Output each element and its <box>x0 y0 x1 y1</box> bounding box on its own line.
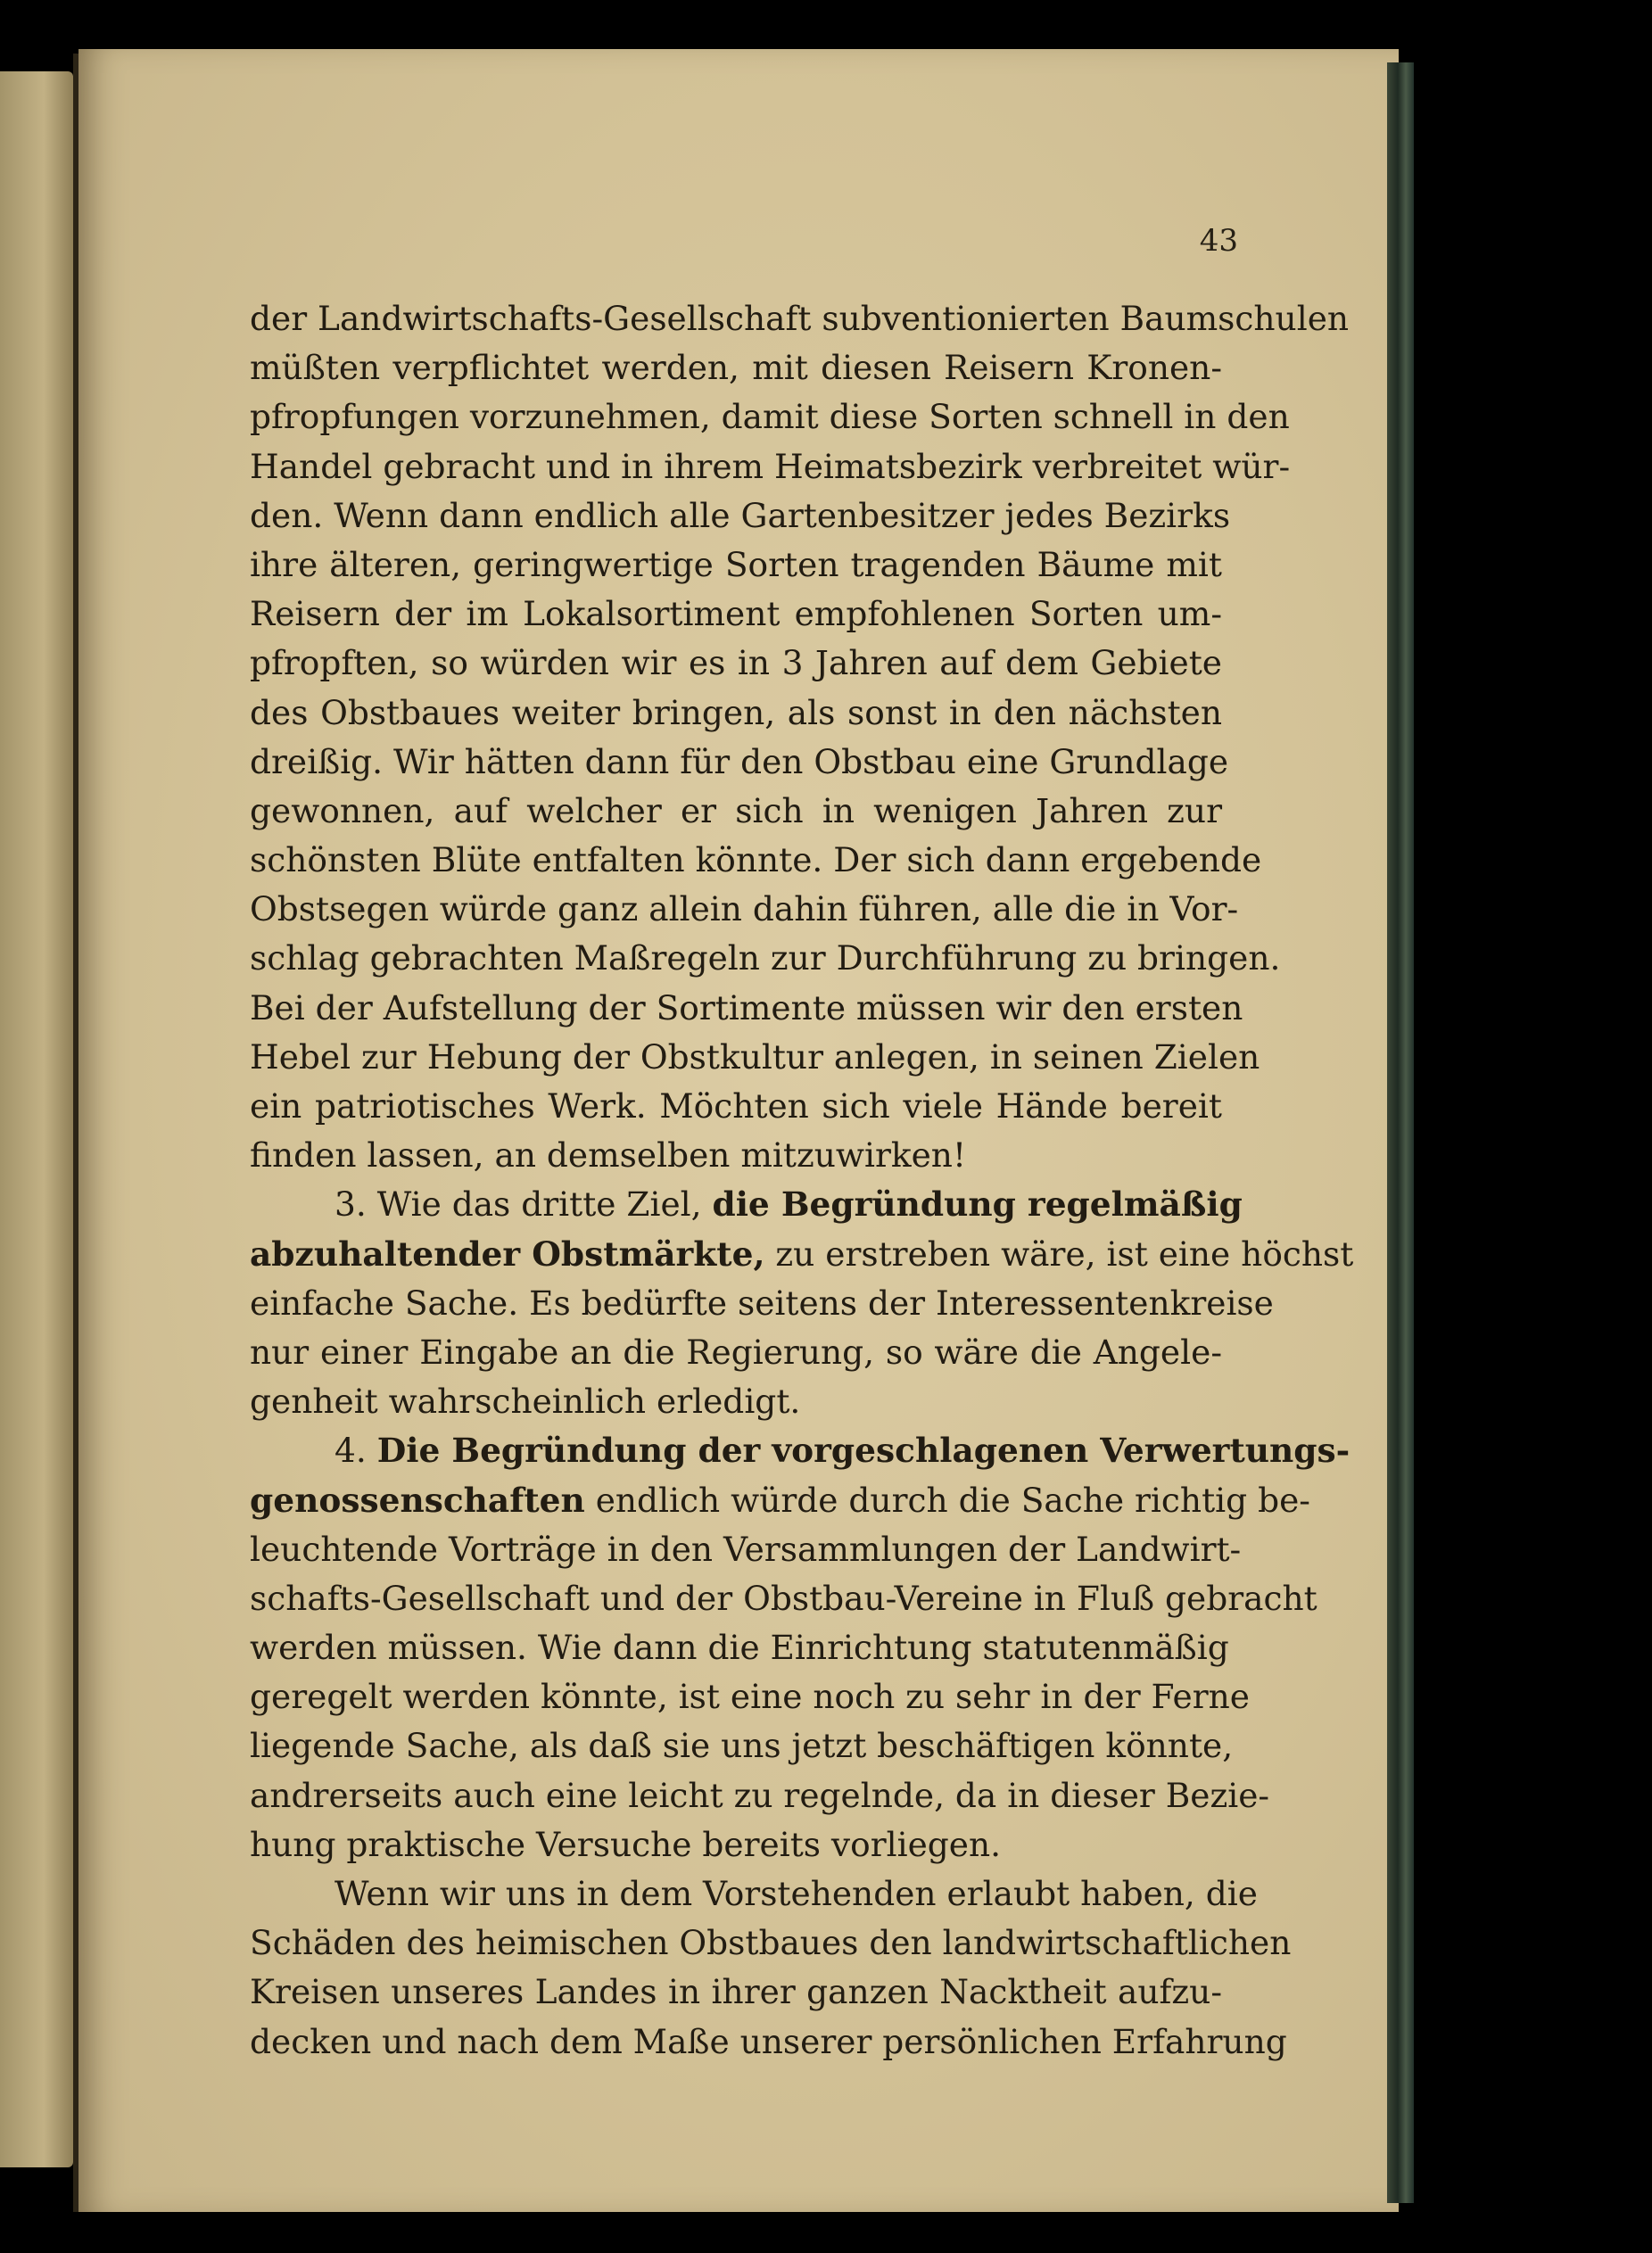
text-line: leuchtende Vorträge in den Versammlungen der Landwirt- <box>250 1529 1242 1569</box>
text-line: Schäden des heimischen Obstbaues den landwirtschaftlichen <box>250 1923 1292 1963</box>
text-line: hung praktische Versuche bereits vorliegen. <box>250 1824 1002 1864</box>
text-line: liegende Sache, als daß sie uns jetzt beschäftigen könnte, <box>250 1726 1234 1766</box>
text-line: ein patriotisches Werk. Möchten sich viele Hände bereit <box>250 1086 1222 1126</box>
text-line: pfropfungen vorzunehmen, damit diese Sorten schnell in den <box>250 397 1290 437</box>
text-line: Bei der Aufstellung der Sortimente müssen wir den ersten <box>250 987 1243 1027</box>
text-run: zu erstreben wäre, ist eine höchst <box>764 1234 1354 1274</box>
text-line: einfache Sache. Es bedürfte seitens der Interessentenkreise <box>250 1283 1274 1323</box>
bold-heading-text: die Begründung regelmäßig <box>712 1184 1243 1225</box>
text-line: ihre älteren, geringwertige Sorten tragenden Bäume mit <box>250 544 1222 584</box>
text-line: dreißig. Wir hätten dann für den Obstbau eine Grundlage <box>250 741 1229 781</box>
text-line: Handel gebracht und in ihrem Heimatsbezirk verbreitet wür- <box>250 446 1291 486</box>
bold-heading-text: genossenschaften <box>250 1480 585 1520</box>
text-line: schlag gebrachten Maßregeln zur Durchführung zu bringen. <box>250 938 1281 978</box>
text-line: Kreisen unseres Landes in ihrer ganzen Nacktheit aufzu- <box>250 1972 1222 2012</box>
text-line: gewonnen, auf welcher er sich in wenigen Jahren zur <box>250 790 1222 830</box>
text-line: finden lassen, an demselben mitzuwirken! <box>250 1135 967 1176</box>
facing-page-edge <box>0 71 73 2167</box>
text-line: Wenn wir uns in dem Vorstehenden erlaubt haben, die <box>335 1874 1258 1913</box>
text-line: genheit wahrscheinlich erledigt. <box>250 1382 801 1422</box>
text-line: pfropften, so würden wir es in 3 Jahren auf dem Gebiete <box>250 643 1222 683</box>
page-number: 43 <box>1199 223 1238 259</box>
text-run: 4. <box>335 1431 377 1471</box>
text-line: müßten verpflichtet werden, mit diesen Reisern Kronen- <box>250 348 1222 388</box>
paragraph-4-line-2 <box>250 1476 1310 1525</box>
paragraph-4-line-1 <box>250 1426 1351 1475</box>
text-run: endlich würde durch die Sache richtig be- <box>584 1480 1310 1520</box>
text-line: Obstsegen würde ganz allein dahin führen, alle die in Vor- <box>250 889 1239 929</box>
bold-heading-text: abzuhaltender Obstmärkte, <box>250 1234 765 1274</box>
text-line: andrerseits auch eine leicht zu regelnde, da in dieser Bezie- <box>250 1775 1270 1815</box>
text-line: des Obstbaues weiter bringen, als sonst in den nächsten <box>250 692 1222 732</box>
paragraph-3-line-2 <box>250 1230 1354 1279</box>
text-line: schafts-Gesellschaft und der Obstbau-Vereine in Fluß gebracht <box>250 1578 1317 1618</box>
body-text <box>250 294 1354 2067</box>
text-line: der Landwirtschafts-Gesellschaft subventionierten Baumschulen <box>250 299 1350 338</box>
text-run: 3. Wie das dritte Ziel, <box>335 1184 713 1225</box>
paragraph-3-line-1 <box>250 1180 1243 1229</box>
text-line: den. Wenn dann endlich alle Gartenbesitzer jedes Bezirks <box>250 495 1231 535</box>
text-line: geregelt werden könnte, ist eine noch zu sehr in der Ferne <box>250 1677 1250 1717</box>
text-line: Hebel zur Hebung der Obstkultur anlegen, in seinen Zielen <box>250 1036 1260 1077</box>
book-cover-edge <box>1387 62 1414 2203</box>
text-line: schönsten Blüte entfalten könnte. Der sich dann ergebende <box>250 840 1262 880</box>
text-line: werden müssen. Wie dann die Einrichtung statutenmäßig <box>250 1628 1229 1668</box>
text-line: nur einer Eingabe an die Regierung, so wäre die Angele- <box>250 1332 1222 1372</box>
text-line: Reisern der im Lokalsortiment empfohlenen Sorten um- <box>250 594 1222 634</box>
bold-heading-text: Die Begründung der vorgeschlagenen Verwertungs- <box>376 1431 1351 1471</box>
text-line: decken und nach dem Maße unserer persönlichen Erfahrung <box>250 2021 1287 2061</box>
